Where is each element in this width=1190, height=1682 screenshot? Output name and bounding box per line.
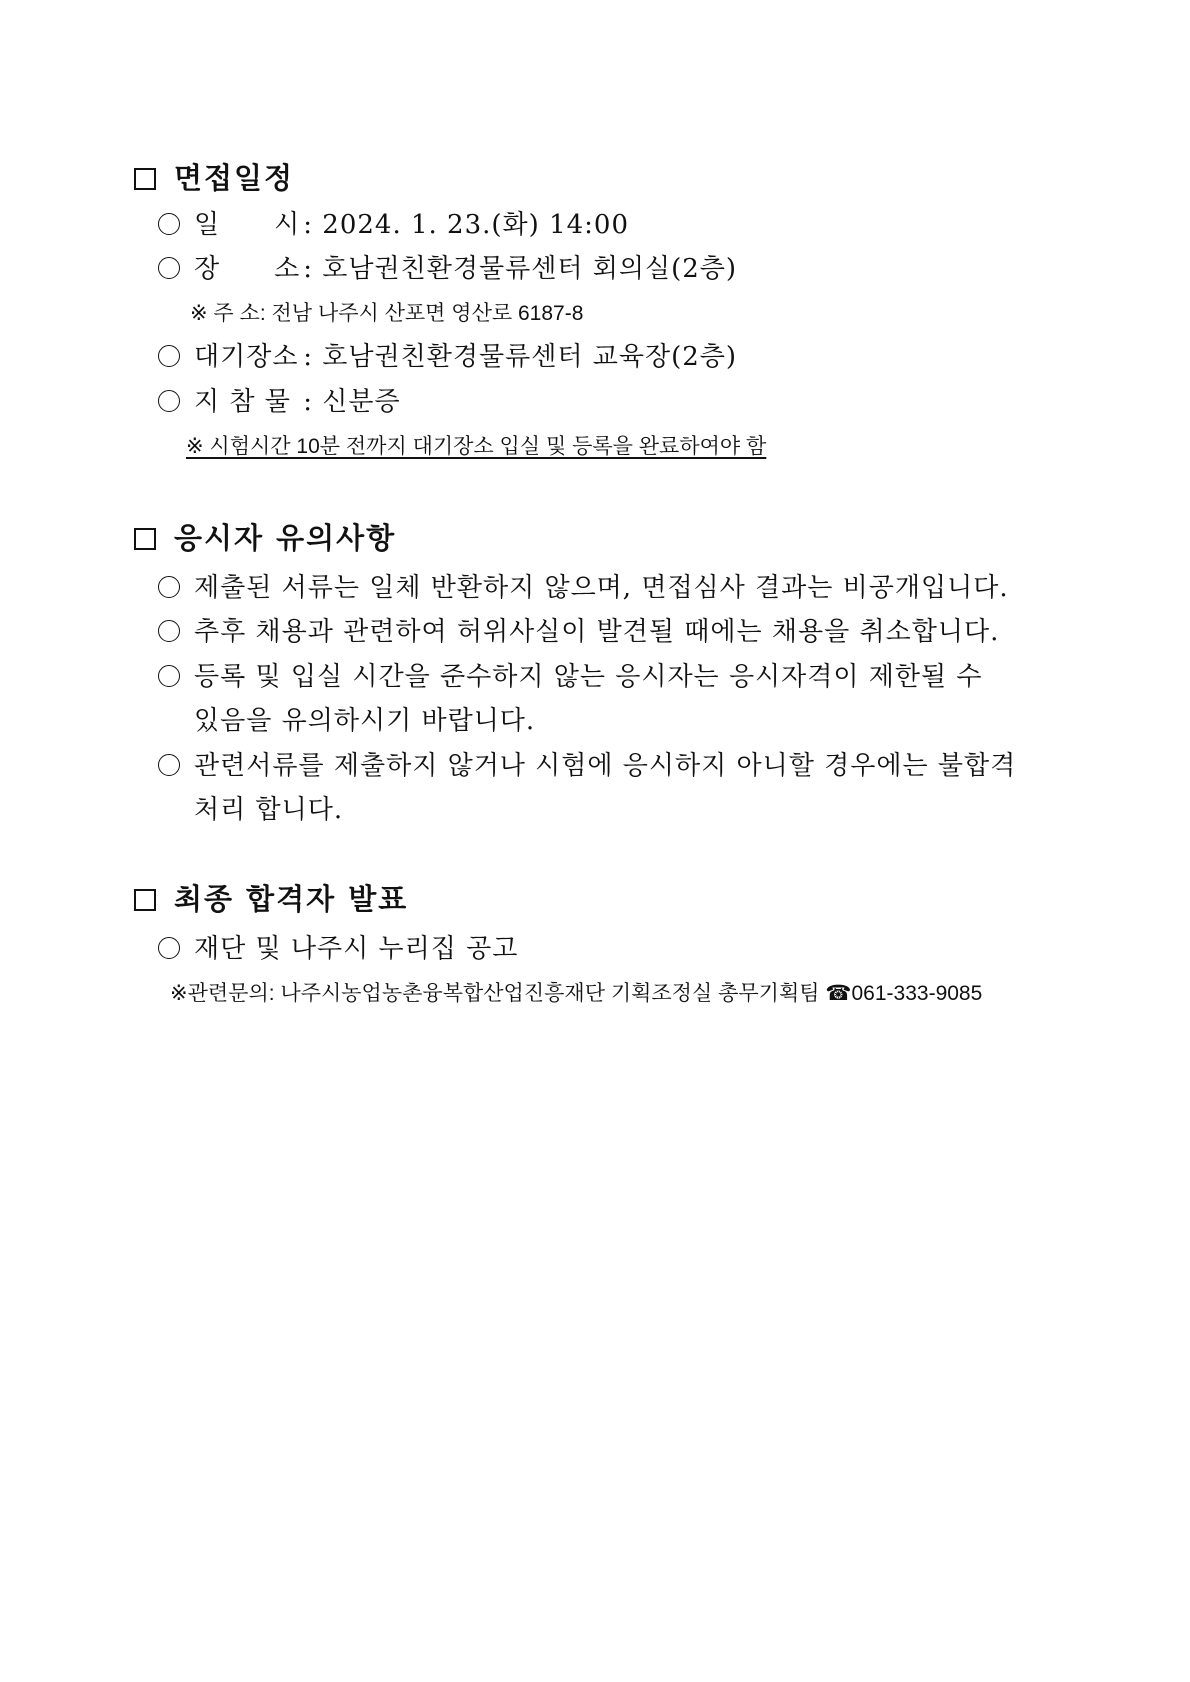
circle-bullet-icon	[158, 937, 180, 959]
items-value: : 신분증	[303, 387, 401, 417]
schedule-waiting-row	[158, 336, 737, 373]
notice-item: 등록 및 입실 시간을 준수하지 않는 응시자는 응시자격이 제한될 수	[158, 656, 983, 693]
notice-item: 관련서류를 제출하지 않거나 시험에 응시하지 아니할 경우에는 불합격	[158, 745, 1016, 782]
final-announcement-item: 재단 및 나주시 누리집 공고	[158, 928, 518, 965]
contact-note: ※관련문의: 나주시농업농촌융복합산업진흥재단 기획조정실 총무기획팀 ☎061-333-9085	[170, 982, 983, 1005]
circle-bullet-icon	[158, 257, 180, 279]
place-label: 장 소	[194, 254, 301, 284]
address-note: ※ 주 소: 전남 나주시 산포면 영산로 6187-8	[190, 302, 584, 325]
waiting-value: : 호남권친환경물류센터 교육장(2층)	[303, 342, 738, 372]
circle-bullet-icon	[158, 665, 180, 687]
circle-bullet-icon	[158, 390, 180, 412]
circle-bullet-icon	[158, 213, 180, 235]
notice-item-continuation: 처리 합니다.	[194, 795, 344, 825]
schedule-date-row	[158, 204, 629, 241]
square-bullet-icon	[134, 889, 156, 911]
items-label: 지 참 물	[194, 387, 291, 417]
time-note: ※ 시험시간 10분 전까지 대기장소 입실 및 등록을 완료하여야 함	[186, 435, 767, 458]
circle-bullet-icon	[158, 620, 180, 642]
section-heading-schedule: 면접일정	[134, 156, 294, 197]
notice-item-continuation: 있음을 유의하시기 바랍니다.	[194, 706, 536, 736]
date-value: : 2024. 1. 23.(화) 14:00	[303, 210, 630, 240]
schedule-place-row	[158, 248, 737, 285]
square-bullet-icon	[134, 168, 156, 190]
notice-item: 제출된 서류는 일체 반환하지 않으며, 면접심사 결과는 비공개입니다.	[158, 567, 1009, 604]
notice-item: 추후 채용과 관련하여 허위사실이 발견될 때에는 채용을 취소합니다.	[158, 611, 999, 648]
circle-bullet-icon	[158, 754, 180, 776]
date-label: 일 시	[194, 210, 301, 240]
circle-bullet-icon	[158, 576, 180, 598]
schedule-items-row	[158, 381, 401, 418]
waiting-label: 대기장소	[194, 342, 299, 372]
square-bullet-icon	[134, 528, 156, 550]
section-heading-final: 최종 합격자 발표	[134, 877, 408, 918]
place-value: : 호남권친환경물류센터 회의실(2층)	[303, 254, 738, 284]
section-heading-notices: 응시자 유의사항	[134, 516, 396, 557]
circle-bullet-icon	[158, 345, 180, 367]
